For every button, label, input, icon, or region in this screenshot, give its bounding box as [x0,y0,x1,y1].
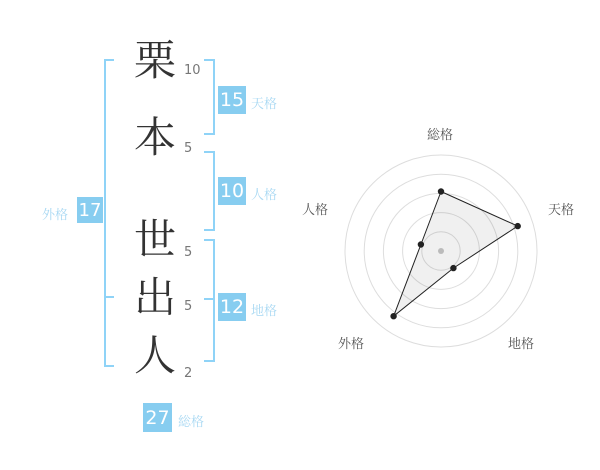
jinkaku-bracket-line [213,151,215,231]
tenkaku-bracket-tick-top [204,59,215,61]
radar-data-point [438,188,444,194]
radar-data-polygon [394,192,518,317]
radar-axis-label-tenkaku: 天格 [548,203,575,218]
name-character-3: 世 [133,215,176,264]
soukaku-value-box: 27 [143,403,172,432]
tenkaku-label: 天格 [251,97,278,112]
gaikaku-bracket-tick-mid [104,296,114,298]
name-character-4: 出 [133,273,176,322]
soukaku-label: 総格 [178,415,205,430]
name-character-2: 本 [133,113,176,162]
gaikaku-bracket-tick-top [104,59,114,61]
stroke-count-4: 5 [184,299,193,314]
gaikaku-bracket-line [104,59,106,367]
gaikaku-label: 外格 [42,208,69,223]
tenkaku-value-box: 15 [218,86,246,114]
jinkaku-bracket-tick-top [204,151,215,153]
chikaku-bracket-tick-mid [204,298,215,300]
radar-axis-label-jinkaku: 人格 [302,203,329,218]
tenkaku-bracket-line [213,59,215,135]
radar-data-point [418,241,424,247]
radar-axis-label-soukaku: 総格 [427,128,454,143]
stroke-count-1: 10 [184,63,201,78]
radar-data-point [450,265,456,271]
name-character-5: 人 [133,331,176,380]
chikaku-label: 地格 [251,304,278,319]
chikaku-bracket-tick-bottom [204,360,215,362]
stroke-count-2: 5 [184,141,193,156]
stroke-count-3: 5 [184,245,193,260]
gaikaku-bracket-tick-bottom [104,365,114,367]
radar-data-point [390,313,396,319]
chikaku-value-box: 12 [218,293,246,321]
jinkaku-value-box: 10 [218,177,246,205]
radar-center-dot [438,248,444,254]
jinkaku-label: 人格 [251,188,278,203]
tenkaku-bracket-tick-bottom [204,133,215,135]
radar-axis-label-gaikaku: 外格 [338,337,365,352]
radar-axis-label-chikaku: 地格 [508,337,535,352]
jinkaku-bracket-tick-bottom [204,229,215,231]
stroke-count-5: 2 [184,366,193,381]
chikaku-bracket-line [213,239,215,362]
gaikaku-value-box: 17 [77,197,103,223]
radar-data-point [515,223,521,229]
chikaku-bracket-tick-top [204,239,215,241]
name-character-1: 栗 [133,36,176,85]
